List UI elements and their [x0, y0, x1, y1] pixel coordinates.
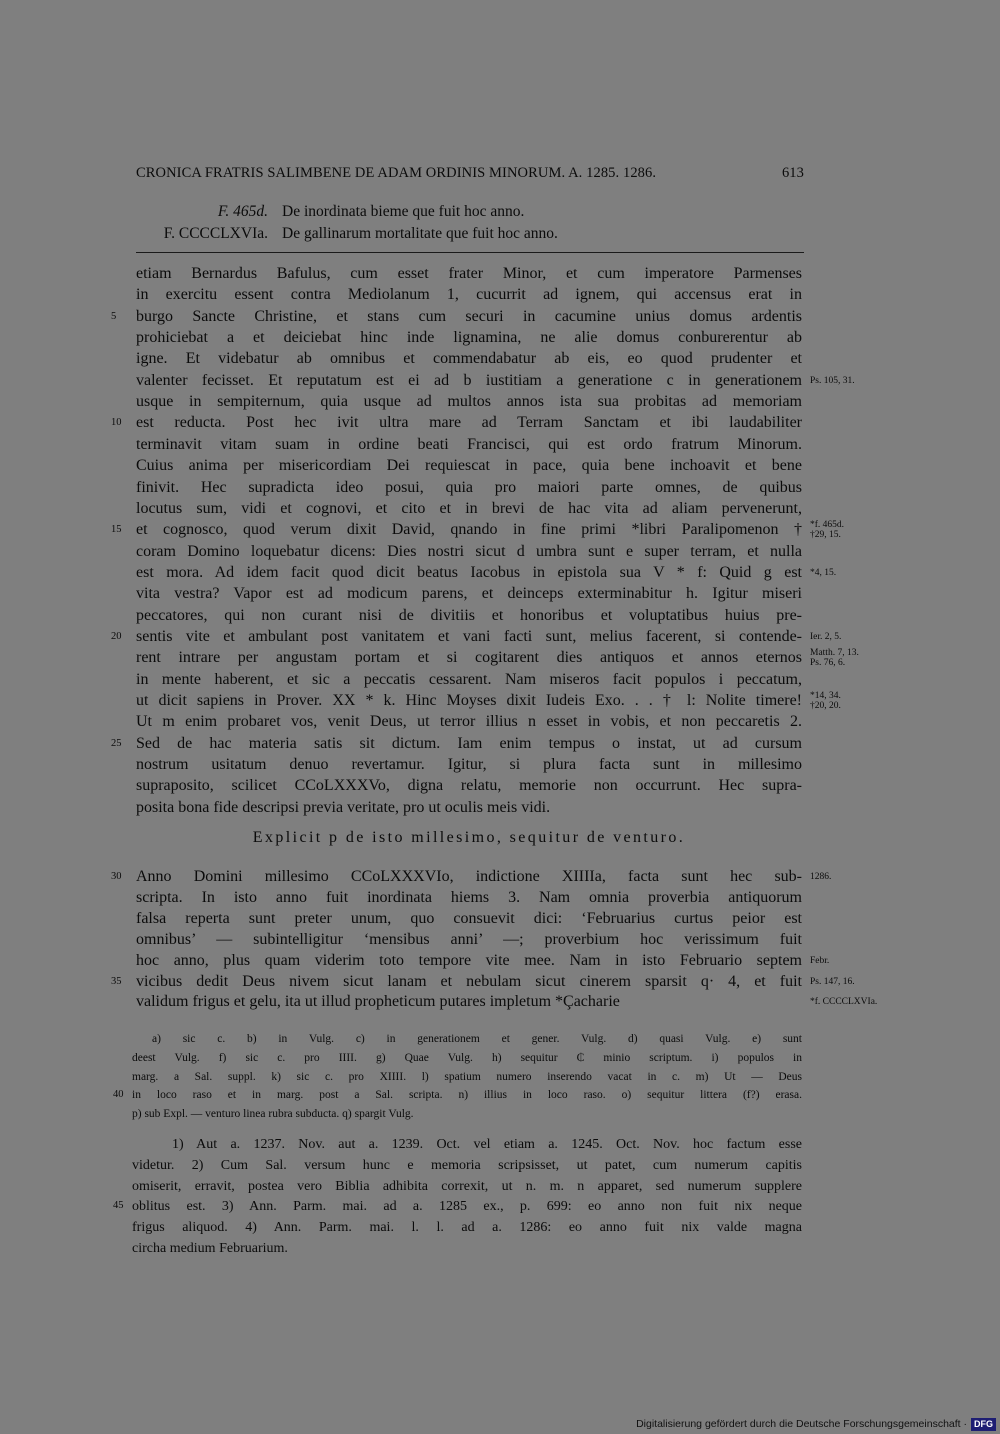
line-number: 10 — [111, 417, 122, 429]
margin-reference-part: Ps. 147, 16. — [810, 976, 855, 987]
footnote-line: 1) Aut a. 1237. Nov. aut a. 1239. Oct. vel etiam a. 1245. Oct. Nov. hoc factum esse — [172, 1137, 802, 1152]
text-line: omnibus’ — subintelligitur ‘mensibus anni’ —; proverbium hoc verissimum fuit — [136, 930, 802, 948]
margin-reference-part: 1286. — [810, 872, 832, 882]
margin-reference — [810, 956, 829, 966]
footnote-line: circha medium Februarium. — [132, 1241, 288, 1256]
line-number: 20 — [111, 630, 122, 642]
footnote-line: oblitus est. 3) Ann. Parm. mai. ad a. 1285 ex., p. 699: eo anno non fuit nix neque — [132, 1199, 802, 1215]
margin-reference-part: *14, 34. — [810, 691, 841, 701]
margin-reference — [810, 632, 841, 642]
margin-reference — [810, 691, 841, 711]
margin-reference-part: Ps. 76, 6. — [810, 658, 846, 669]
text-line: rent intrare per angustam portam et si cogitarent dies antiquos et annos eternos — [136, 649, 802, 667]
margin-reference — [810, 648, 859, 668]
line-number: 5 — [111, 310, 117, 322]
text-line: ut dicit sapiens in Prover. XX * k. Hinc Moyses dixit Iudeis Exo. . . † l: Nolite timere! — [136, 692, 802, 709]
apparatus-line: a) sic c. b) in Vulg. c) in generationem et gener. Vulg. d) quasi Vulg. e) sunt — [152, 1033, 802, 1045]
text-line: burgo Sancte Christine, et stans cum securi in cacumine unius domus ardentis — [136, 307, 802, 325]
text-line: Sed de hac materia satis sit dictum. Iam enim tempus o instat, ut ad cursum — [136, 734, 802, 752]
text-line: scripta. In isto anno fuit inordinata hiems 3. Nam omnia proverbia antiquorum — [136, 888, 802, 906]
margin-reference-part: †20, 20. — [810, 701, 841, 711]
text-line: etiam Bernardus Bafulus, cum esset frater Minor, et cum imperatore Parmenses — [136, 265, 802, 282]
text-line: terminavit vitam suam in ordine beati Francisci, qui est ordo fratrum Minorum. — [136, 435, 802, 453]
text-line: hoc anno, plus quam viderim toto tempore vite mee. Nam in isto Februario septem — [136, 951, 802, 969]
funding-text: Digitalisierung gefördert durch die Deutsche Forschungsgemeinschaft · — [636, 1418, 967, 1430]
rubric-text: De inordinata bieme que fuit hoc anno. — [282, 203, 525, 220]
rubric-line — [136, 203, 796, 221]
margin-reference-part: Febr. — [810, 955, 830, 966]
header-rule — [136, 252, 804, 253]
text-line: locutus sum, vidi et cognovi, et cito et in brevi de hac vita ad aliam pervenerunt, — [136, 499, 802, 517]
margin-reference — [810, 568, 836, 578]
text-line: est mora. Ad idem facit quod dicit beatus Iacobus in epistola sua V * f: Quid g est — [136, 563, 802, 581]
text-line: sentis vite et ambulant post vanitatem et vani facti sunt, melius facerent, si contende- — [136, 627, 802, 645]
text-line: prohiciebat a et deiciebat hinc inde lignamina, ne alie domus conburerentur ab — [136, 329, 802, 347]
folio-ref: F. 465d. — [217, 203, 268, 220]
margin-reference — [810, 376, 855, 386]
text-line: vita vestra? Vapor est ad modicum parens, et deinceps exterminabitur h. Igitur miseri — [136, 585, 802, 603]
running-title: CRONICA FRATRIS SALIMBENE DE ADAM ORDINIS MINORUM. A. 1285. 1286. — [136, 165, 657, 181]
text-line: in exercitu essent contra Mediolanum 1, cucurrit ad ignem, qui accensus erat in — [136, 286, 802, 304]
line-number: 25 — [111, 737, 122, 749]
text-line: validum frigus et gelu, ita ut illud propheticum putares impletum *Çacharie — [136, 993, 620, 1011]
text-line: usque in sempiternum, quia usque ad multos annos ista sua probitas ad memoriam — [136, 393, 802, 411]
apparatus-line: deest Vulg. f) sic c. pro IIII. g) Quae Vulg. h) sequitur ₵ minio scriptum. i) populos in — [132, 1051, 802, 1064]
text-line: Anno Domini millesimo CCoLXXXVIo, indictione XIIIIa, facta sunt hec sub- — [136, 868, 802, 885]
line-number: 35 — [111, 975, 122, 987]
margin-reference — [810, 977, 855, 987]
text-line: Ut m enim probaret vos, venit Deus, ut terror illius n esset in vobis, et non peccaretis 2. — [136, 713, 802, 731]
text-line: posita bona fide descripsi previa veritate, pro ut oculis meis vidi. — [136, 798, 551, 816]
page-number: 613 — [781, 165, 804, 181]
text-line: supraposito, scilicet CCoLXXXVo, digna relatu, memorie non occurrunt. Hec supra- — [136, 777, 802, 795]
footnote-line: frigus aliquod. 4) Ann. Parm. mai. l. l. ad a. 1286: eo anno fuit nix valde magna — [132, 1220, 802, 1236]
text-line: Cuius anima per misericordiam Dei requiescat in pace, quia bene inchoavit et bene — [136, 457, 802, 475]
margin-reference-part: Matth. 7, 13. — [810, 648, 859, 659]
line-number: 15 — [111, 524, 122, 536]
apparatus-line: in loco raso et in marg. post a Sal. scripta. n) illius in loco raso. o) sequitur littera (f?) erasa. — [132, 1089, 802, 1102]
apparatus-line: marg. a Sal. suppl. k) sic c. pro XIIII. l) spatium numero inserendo vacat in c. m) Ut — Deus — [132, 1070, 802, 1083]
apparatus-line: p) sub Expl. — venturo linea rubra subducta. q) spargit Vulg. — [132, 1108, 414, 1121]
funding-credit — [636, 1416, 996, 1432]
line-number: 45 — [113, 1200, 124, 1212]
text-line: in mente haberent, et sic a peccatis cessarent. Nam miseros facit populos i peccatum, — [136, 670, 802, 688]
folio-ref: F. CCCCLXVIa. — [163, 225, 268, 242]
running-header — [136, 165, 804, 182]
margin-reference — [810, 520, 844, 540]
text-line: igne. Et videbatur ab omnibus et commendabatur ab eis, eo quod prudenter et — [136, 350, 802, 368]
text-line: valenter fecisset. Et reputatum est ei ad b iustitiam a generatione c in generationem — [136, 371, 802, 389]
text-line: vicibus dedit Deus nivem sicut lanam et nebulam sicut cinerem sparsit q· 4, et fuit — [136, 972, 802, 990]
margin-reference — [810, 872, 831, 882]
text-line: finivit. Hec supradicta ideo posui, quia pro maiori parte omnes, de quibus — [136, 478, 802, 496]
dfg-logo: DFG — [971, 1418, 996, 1431]
margin-reference — [810, 997, 877, 1007]
text-line: falsa reperta sunt preter unum, quo consuevit dici: ‘Februarius curtus peior est — [136, 909, 802, 927]
margin-reference-part: Ier. 2, 5. — [810, 631, 842, 642]
text-line: nostrum usitatum denuo revertamur. Igitur, si plura facta sunt in millesimo — [136, 756, 802, 774]
margin-reference-part: Ps. 105, 31. — [810, 375, 855, 386]
explicit-line: Explicit p de isto millesimo, sequitur de venturo. — [252, 829, 686, 846]
rubric-text: De gallinarum mortalitate que fuit hoc anno. — [282, 225, 558, 242]
rubric-line — [136, 225, 796, 243]
text-line: est reducta. Post hec ivit ultra mare ad Terram Sanctam et ibi laudabiliter — [136, 414, 802, 432]
footnote-line: videtur. 2) Cum Sal. versum hunc e memoria scripsisset, ut patet, cum numerum capitis — [132, 1157, 802, 1173]
footnote-line: omiserit, erravit, postea vero Biblia adhibita correxit, ut n. m. n apparet, sed numerum supplere — [132, 1178, 802, 1194]
margin-reference-part: †29, 15. — [810, 530, 841, 541]
margin-reference-part: *4, 15. — [810, 567, 837, 578]
text-line: peccatores, qui non curant nisi de divitiis et honoribus et voluptatibus huius pre- — [136, 606, 802, 624]
margin-reference-part: *f. 465d. — [810, 520, 845, 531]
line-number: 40 — [113, 1089, 124, 1101]
text-line: coram Domino loquebatur dicens: Dies nostri sicut d umbra sunt e super terram, et nulla — [136, 542, 802, 560]
text-line: et cognosco, quod verum dixit David, qnando in fine primi *libri Paralipomenon † — [136, 521, 802, 539]
margin-reference-part: *f. CCCCLXVIa. — [810, 997, 878, 1008]
line-number: 30 — [111, 871, 122, 882]
